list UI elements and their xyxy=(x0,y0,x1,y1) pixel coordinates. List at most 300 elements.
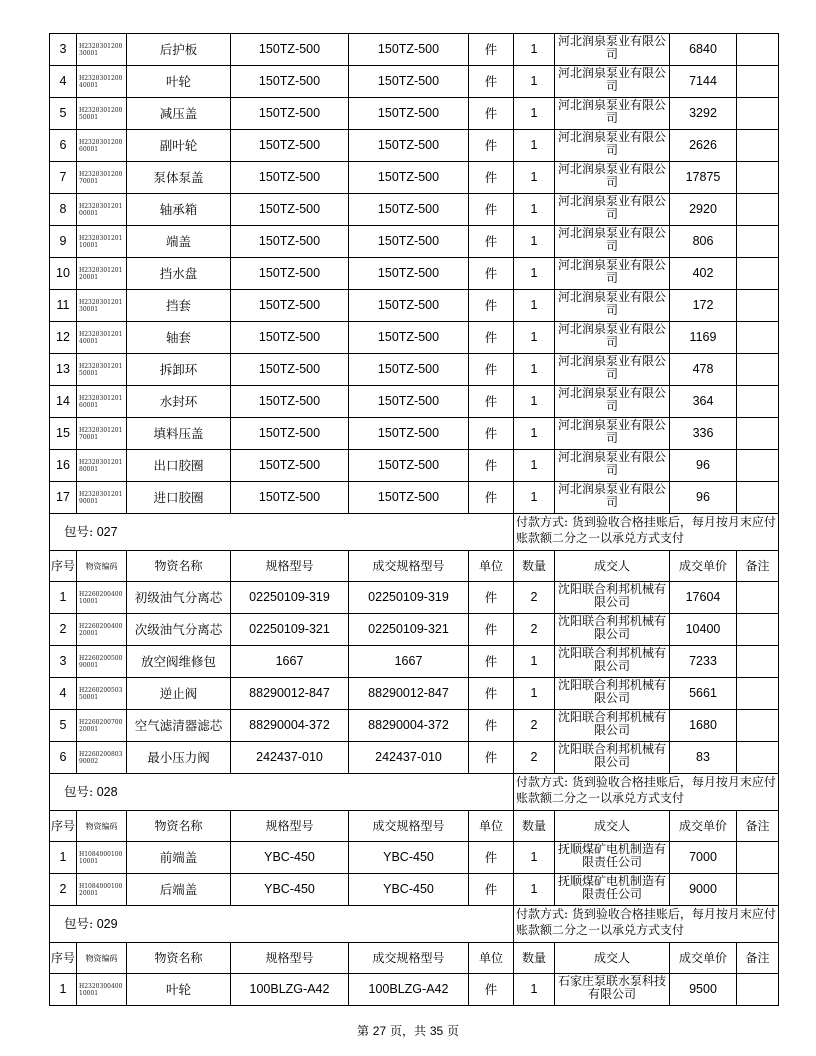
column-header-price: 成交单价 xyxy=(670,943,737,974)
cell-remark xyxy=(737,354,779,386)
cell-qty: 1 xyxy=(514,974,555,1006)
cell-name: 空气滤清器滤芯 xyxy=(127,710,231,742)
cell-deal-spec: YBC-450 xyxy=(349,842,469,874)
cell-unit: 件 xyxy=(469,646,514,678)
column-header-supplier: 成交人 xyxy=(555,551,670,582)
cell-unit: 件 xyxy=(469,258,514,290)
table-row xyxy=(50,162,779,194)
cell-code: H232030120030001 xyxy=(77,34,127,66)
cell-seq: 17 xyxy=(50,482,77,514)
column-header-supplier: 成交人 xyxy=(555,943,670,974)
package-spacer xyxy=(127,774,514,811)
cell-supplier: 河北润泉泵业有限公司 xyxy=(555,226,670,258)
cell-spec: 150TZ-500 xyxy=(231,130,349,162)
cell-seq: 4 xyxy=(50,66,77,98)
cell-price: 336 xyxy=(670,418,737,450)
column-header-qty: 数量 xyxy=(514,811,555,842)
cell-name: 次级油气分离芯 xyxy=(127,614,231,646)
cell-code: H232030120040001 xyxy=(77,66,127,98)
table-row xyxy=(50,34,779,66)
cell-qty: 1 xyxy=(514,34,555,66)
column-header-code: 物资编码 xyxy=(77,943,127,974)
page-footer xyxy=(0,1022,816,1039)
cell-code: H226020080390002 xyxy=(77,742,127,774)
payment-terms: 付款方式: 货到验收合格挂账后，每月按月末应付账款额二分之一以承兑方式支付 xyxy=(514,906,779,943)
cell-code: H232030120100001 xyxy=(77,194,127,226)
package-value: 029 xyxy=(96,917,118,931)
cell-deal-spec: 100BLZG-A42 xyxy=(349,974,469,1006)
cell-unit: 件 xyxy=(469,322,514,354)
cell-spec: 02250109-321 xyxy=(231,614,349,646)
cell-remark xyxy=(737,194,779,226)
cell-seq: 3 xyxy=(50,34,77,66)
cell-name: 出口胶圈 xyxy=(127,450,231,482)
cell-price: 2920 xyxy=(670,194,737,226)
cell-deal-spec: 88290004-372 xyxy=(349,710,469,742)
cell-unit: 件 xyxy=(469,842,514,874)
cell-unit: 件 xyxy=(469,386,514,418)
column-header-name: 物资名称 xyxy=(127,943,231,974)
cell-deal-spec: 88290012-847 xyxy=(349,678,469,710)
column-header-spec: 规格型号 xyxy=(231,551,349,582)
cell-unit: 件 xyxy=(469,290,514,322)
cell-price: 7000 xyxy=(670,842,737,874)
cell-qty: 1 xyxy=(514,450,555,482)
cell-supplier: 沈阳联合利邦机械有限公司 xyxy=(555,710,670,742)
cell-spec: 150TZ-500 xyxy=(231,66,349,98)
cell-qty: 1 xyxy=(514,66,555,98)
column-header-qty: 数量 xyxy=(514,943,555,974)
cell-deal-spec: 150TZ-500 xyxy=(349,482,469,514)
cell-supplier: 沈阳联合利邦机械有限公司 xyxy=(555,646,670,678)
cell-price: 7144 xyxy=(670,66,737,98)
cell-qty: 1 xyxy=(514,290,555,322)
cell-code: H232030120160001 xyxy=(77,386,127,418)
cell-spec: 88290004-372 xyxy=(231,710,349,742)
table-row xyxy=(50,322,779,354)
cell-unit: 件 xyxy=(469,98,514,130)
cell-unit: 件 xyxy=(469,482,514,514)
table-row xyxy=(50,194,779,226)
cell-spec: 150TZ-500 xyxy=(231,34,349,66)
cell-supplier: 河北润泉泵业有限公司 xyxy=(555,258,670,290)
cell-deal-spec: 150TZ-500 xyxy=(349,34,469,66)
table-row xyxy=(50,646,779,678)
column-header-name: 物资名称 xyxy=(127,811,231,842)
cell-spec: 88290012-847 xyxy=(231,678,349,710)
cell-qty: 2 xyxy=(514,742,555,774)
cell-qty: 2 xyxy=(514,710,555,742)
cell-qty: 1 xyxy=(514,418,555,450)
column-header-remark: 备注 xyxy=(737,811,779,842)
cell-price: 478 xyxy=(670,354,737,386)
cell-name: 副叶轮 xyxy=(127,130,231,162)
cell-name: 拆卸环 xyxy=(127,354,231,386)
cell-spec: YBC-450 xyxy=(231,874,349,906)
cell-seq: 5 xyxy=(50,98,77,130)
cell-deal-spec: 150TZ-500 xyxy=(349,130,469,162)
package-number xyxy=(50,514,127,551)
cell-name: 最小压力阀 xyxy=(127,742,231,774)
cell-deal-spec: 150TZ-500 xyxy=(349,290,469,322)
column-header-remark: 备注 xyxy=(737,943,779,974)
cell-remark xyxy=(737,66,779,98)
cell-deal-spec: 150TZ-500 xyxy=(349,66,469,98)
column-header-seq: 序号 xyxy=(50,811,77,842)
cell-price: 7233 xyxy=(670,646,737,678)
column-header-deal-spec: 成交规格型号 xyxy=(349,551,469,582)
cell-price: 17875 xyxy=(670,162,737,194)
cell-code: H108400010010001 xyxy=(77,842,127,874)
cell-price: 1680 xyxy=(670,710,737,742)
cell-deal-spec: 150TZ-500 xyxy=(349,258,469,290)
table-row xyxy=(50,386,779,418)
cell-qty: 1 xyxy=(514,874,555,906)
cell-remark xyxy=(737,290,779,322)
column-header-remark: 备注 xyxy=(737,551,779,582)
cell-spec: 02250109-319 xyxy=(231,582,349,614)
cell-seq: 11 xyxy=(50,290,77,322)
cell-supplier: 沈阳联合利邦机械有限公司 xyxy=(555,678,670,710)
table-row xyxy=(50,974,779,1006)
cell-name: 填料压盖 xyxy=(127,418,231,450)
cell-deal-spec: 150TZ-500 xyxy=(349,162,469,194)
table-row xyxy=(50,450,779,482)
column-header-unit: 单位 xyxy=(469,811,514,842)
cell-deal-spec: 242437-010 xyxy=(349,742,469,774)
cell-unit: 件 xyxy=(469,66,514,98)
cell-supplier: 沈阳联合利邦机械有限公司 xyxy=(555,614,670,646)
package-row xyxy=(50,774,779,811)
cell-remark xyxy=(737,98,779,130)
cell-spec: 150TZ-500 xyxy=(231,450,349,482)
column-header-code: 物资编码 xyxy=(77,551,127,582)
table-row xyxy=(50,742,779,774)
cell-deal-spec: YBC-450 xyxy=(349,874,469,906)
table-body xyxy=(50,34,779,1006)
package-number xyxy=(50,774,127,811)
footer-middle: 页，共 xyxy=(389,1024,426,1038)
table-row xyxy=(50,874,779,906)
cell-spec: 150TZ-500 xyxy=(231,98,349,130)
package-spacer xyxy=(127,906,514,943)
cell-code: H226020070020001 xyxy=(77,710,127,742)
cell-qty: 1 xyxy=(514,678,555,710)
cell-name: 叶轮 xyxy=(127,66,231,98)
column-header-unit: 单位 xyxy=(469,551,514,582)
cell-price: 6840 xyxy=(670,34,737,66)
cell-qty: 1 xyxy=(514,322,555,354)
cell-seq: 2 xyxy=(50,874,77,906)
cell-unit: 件 xyxy=(469,678,514,710)
table-row xyxy=(50,226,779,258)
column-header-deal-spec: 成交规格型号 xyxy=(349,943,469,974)
column-header-seq: 序号 xyxy=(50,551,77,582)
cell-price: 402 xyxy=(670,258,737,290)
cell-price: 806 xyxy=(670,226,737,258)
cell-deal-spec: 150TZ-500 xyxy=(349,386,469,418)
cell-code: H226020050350001 xyxy=(77,678,127,710)
column-header-name: 物资名称 xyxy=(127,551,231,582)
cell-deal-spec: 150TZ-500 xyxy=(349,98,469,130)
cell-remark xyxy=(737,450,779,482)
cell-unit: 件 xyxy=(469,874,514,906)
cell-spec: 150TZ-500 xyxy=(231,258,349,290)
cell-supplier: 河北润泉泵业有限公司 xyxy=(555,194,670,226)
column-header-deal-spec: 成交规格型号 xyxy=(349,811,469,842)
table-row xyxy=(50,354,779,386)
cell-price: 17604 xyxy=(670,582,737,614)
cell-supplier: 沈阳联合利邦机械有限公司 xyxy=(555,742,670,774)
cell-supplier: 沈阳联合利邦机械有限公司 xyxy=(555,582,670,614)
cell-remark xyxy=(737,258,779,290)
header-row xyxy=(50,943,779,974)
cell-unit: 件 xyxy=(469,194,514,226)
cell-seq: 1 xyxy=(50,974,77,1006)
column-header-unit: 单位 xyxy=(469,943,514,974)
cell-qty: 1 xyxy=(514,226,555,258)
cell-code: H232030120150001 xyxy=(77,354,127,386)
cell-deal-spec: 150TZ-500 xyxy=(349,450,469,482)
cell-seq: 8 xyxy=(50,194,77,226)
footer-prefix: 第 xyxy=(356,1024,369,1038)
cell-supplier: 抚顺煤矿电机制造有限责任公司 xyxy=(555,874,670,906)
cell-supplier: 河北润泉泵业有限公司 xyxy=(555,386,670,418)
cell-supplier: 河北润泉泵业有限公司 xyxy=(555,290,670,322)
cell-remark xyxy=(737,582,779,614)
cell-code: H226020040010001 xyxy=(77,582,127,614)
cell-supplier: 河北润泉泵业有限公司 xyxy=(555,450,670,482)
cell-price: 364 xyxy=(670,386,737,418)
cell-seq: 4 xyxy=(50,678,77,710)
cell-unit: 件 xyxy=(469,742,514,774)
cell-deal-spec: 150TZ-500 xyxy=(349,226,469,258)
cell-unit: 件 xyxy=(469,162,514,194)
cell-supplier: 河北润泉泵业有限公司 xyxy=(555,354,670,386)
cell-price: 3292 xyxy=(670,98,737,130)
column-header-price: 成交单价 xyxy=(670,551,737,582)
cell-seq: 15 xyxy=(50,418,77,450)
cell-qty: 1 xyxy=(514,98,555,130)
column-header-code: 物资编码 xyxy=(77,811,127,842)
column-header-seq: 序号 xyxy=(50,943,77,974)
table-row xyxy=(50,678,779,710)
cell-qty: 1 xyxy=(514,646,555,678)
cell-seq: 1 xyxy=(50,582,77,614)
cell-qty: 2 xyxy=(514,582,555,614)
cell-remark xyxy=(737,646,779,678)
cell-unit: 件 xyxy=(469,582,514,614)
cell-deal-spec: 02250109-321 xyxy=(349,614,469,646)
cell-unit: 件 xyxy=(469,710,514,742)
cell-unit: 件 xyxy=(469,130,514,162)
cell-seq: 13 xyxy=(50,354,77,386)
cell-name: 初级油气分离芯 xyxy=(127,582,231,614)
cell-price: 83 xyxy=(670,742,737,774)
cell-supplier: 河北润泉泵业有限公司 xyxy=(555,162,670,194)
cell-spec: 150TZ-500 xyxy=(231,482,349,514)
cell-unit: 件 xyxy=(469,34,514,66)
package-row xyxy=(50,906,779,943)
cell-spec: 1667 xyxy=(231,646,349,678)
package-row xyxy=(50,514,779,551)
cell-remark xyxy=(737,678,779,710)
cell-code: H232030120120001 xyxy=(77,258,127,290)
cell-qty: 1 xyxy=(514,194,555,226)
cell-price: 172 xyxy=(670,290,737,322)
cell-name: 水封环 xyxy=(127,386,231,418)
cell-name: 叶轮 xyxy=(127,974,231,1006)
cell-deal-spec: 1667 xyxy=(349,646,469,678)
cell-supplier: 河北润泉泵业有限公司 xyxy=(555,98,670,130)
cell-seq: 10 xyxy=(50,258,77,290)
cell-remark xyxy=(737,162,779,194)
cell-seq: 3 xyxy=(50,646,77,678)
cell-seq: 12 xyxy=(50,322,77,354)
cell-code: H232030120170001 xyxy=(77,418,127,450)
cell-code: H108400010020001 xyxy=(77,874,127,906)
table-row xyxy=(50,130,779,162)
page-number: 27 xyxy=(372,1024,387,1038)
cell-remark xyxy=(737,710,779,742)
package-label: 包号: xyxy=(64,916,94,931)
header-row xyxy=(50,551,779,582)
cell-name: 放空阀维修包 xyxy=(127,646,231,678)
package-value: 028 xyxy=(96,785,118,799)
procurement-table xyxy=(49,33,779,1006)
cell-spec: 150TZ-500 xyxy=(231,322,349,354)
cell-deal-spec: 150TZ-500 xyxy=(349,418,469,450)
cell-remark xyxy=(737,130,779,162)
cell-deal-spec: 150TZ-500 xyxy=(349,194,469,226)
cell-code: H232030040010001 xyxy=(77,974,127,1006)
cell-supplier: 河北润泉泵业有限公司 xyxy=(555,482,670,514)
cell-price: 96 xyxy=(670,482,737,514)
cell-remark xyxy=(737,742,779,774)
cell-code: H232030120060001 xyxy=(77,130,127,162)
table-row xyxy=(50,582,779,614)
cell-name: 轴承箱 xyxy=(127,194,231,226)
cell-qty: 1 xyxy=(514,258,555,290)
cell-seq: 6 xyxy=(50,742,77,774)
cell-unit: 件 xyxy=(469,974,514,1006)
footer-suffix: 页 xyxy=(447,1024,460,1038)
cell-supplier: 河北润泉泵业有限公司 xyxy=(555,34,670,66)
cell-remark xyxy=(737,226,779,258)
page-total: 35 xyxy=(429,1024,444,1038)
cell-remark xyxy=(737,842,779,874)
cell-spec: 150TZ-500 xyxy=(231,418,349,450)
cell-remark xyxy=(737,482,779,514)
cell-qty: 1 xyxy=(514,482,555,514)
cell-name: 进口胶圈 xyxy=(127,482,231,514)
cell-spec: 150TZ-500 xyxy=(231,226,349,258)
cell-deal-spec: 02250109-319 xyxy=(349,582,469,614)
package-value: 027 xyxy=(96,525,118,539)
column-header-qty: 数量 xyxy=(514,551,555,582)
cell-name: 端盖 xyxy=(127,226,231,258)
cell-spec: 150TZ-500 xyxy=(231,354,349,386)
cell-seq: 2 xyxy=(50,614,77,646)
column-header-spec: 规格型号 xyxy=(231,943,349,974)
cell-unit: 件 xyxy=(469,450,514,482)
package-label: 包号: xyxy=(64,784,94,799)
cell-spec: 242437-010 xyxy=(231,742,349,774)
cell-price: 2626 xyxy=(670,130,737,162)
cell-unit: 件 xyxy=(469,354,514,386)
cell-remark xyxy=(737,614,779,646)
cell-code: H226020050090001 xyxy=(77,646,127,678)
cell-spec: YBC-450 xyxy=(231,842,349,874)
cell-name: 减压盖 xyxy=(127,98,231,130)
cell-qty: 1 xyxy=(514,130,555,162)
package-spacer xyxy=(127,514,514,551)
cell-seq: 16 xyxy=(50,450,77,482)
cell-code: H232030120050001 xyxy=(77,98,127,130)
table-row xyxy=(50,842,779,874)
cell-seq: 14 xyxy=(50,386,77,418)
cell-price: 9500 xyxy=(670,974,737,1006)
cell-qty: 1 xyxy=(514,386,555,418)
cell-seq: 9 xyxy=(50,226,77,258)
cell-remark xyxy=(737,322,779,354)
cell-name: 泵体泵盖 xyxy=(127,162,231,194)
cell-spec: 150TZ-500 xyxy=(231,194,349,226)
cell-name: 挡套 xyxy=(127,290,231,322)
column-header-spec: 规格型号 xyxy=(231,811,349,842)
cell-supplier: 抚顺煤矿电机制造有限责任公司 xyxy=(555,842,670,874)
cell-code: H226020040020001 xyxy=(77,614,127,646)
cell-code: H232030120190001 xyxy=(77,482,127,514)
cell-qty: 2 xyxy=(514,614,555,646)
cell-supplier: 河北润泉泵业有限公司 xyxy=(555,418,670,450)
cell-spec: 150TZ-500 xyxy=(231,290,349,322)
cell-name: 逆止阀 xyxy=(127,678,231,710)
cell-name: 后护板 xyxy=(127,34,231,66)
table-row xyxy=(50,98,779,130)
cell-code: H232030120110001 xyxy=(77,226,127,258)
cell-deal-spec: 150TZ-500 xyxy=(349,322,469,354)
cell-qty: 1 xyxy=(514,842,555,874)
table-row xyxy=(50,482,779,514)
cell-remark xyxy=(737,418,779,450)
cell-code: H232030120130001 xyxy=(77,290,127,322)
table-row xyxy=(50,66,779,98)
cell-price: 5661 xyxy=(670,678,737,710)
cell-qty: 1 xyxy=(514,162,555,194)
cell-unit: 件 xyxy=(469,226,514,258)
cell-unit: 件 xyxy=(469,418,514,450)
table-row xyxy=(50,418,779,450)
cell-name: 轴套 xyxy=(127,322,231,354)
cell-deal-spec: 150TZ-500 xyxy=(349,354,469,386)
cell-supplier: 石家庄泵联水泵科技有限公司 xyxy=(555,974,670,1006)
package-label: 包号: xyxy=(64,524,94,539)
cell-name: 前端盖 xyxy=(127,842,231,874)
cell-name: 后端盖 xyxy=(127,874,231,906)
cell-seq: 6 xyxy=(50,130,77,162)
table-row xyxy=(50,290,779,322)
cell-remark xyxy=(737,34,779,66)
cell-seq: 7 xyxy=(50,162,77,194)
cell-supplier: 河北润泉泵业有限公司 xyxy=(555,66,670,98)
cell-remark xyxy=(737,874,779,906)
cell-code: H232030120140001 xyxy=(77,322,127,354)
table-row xyxy=(50,710,779,742)
header-row xyxy=(50,811,779,842)
cell-qty: 1 xyxy=(514,354,555,386)
cell-price: 9000 xyxy=(670,874,737,906)
